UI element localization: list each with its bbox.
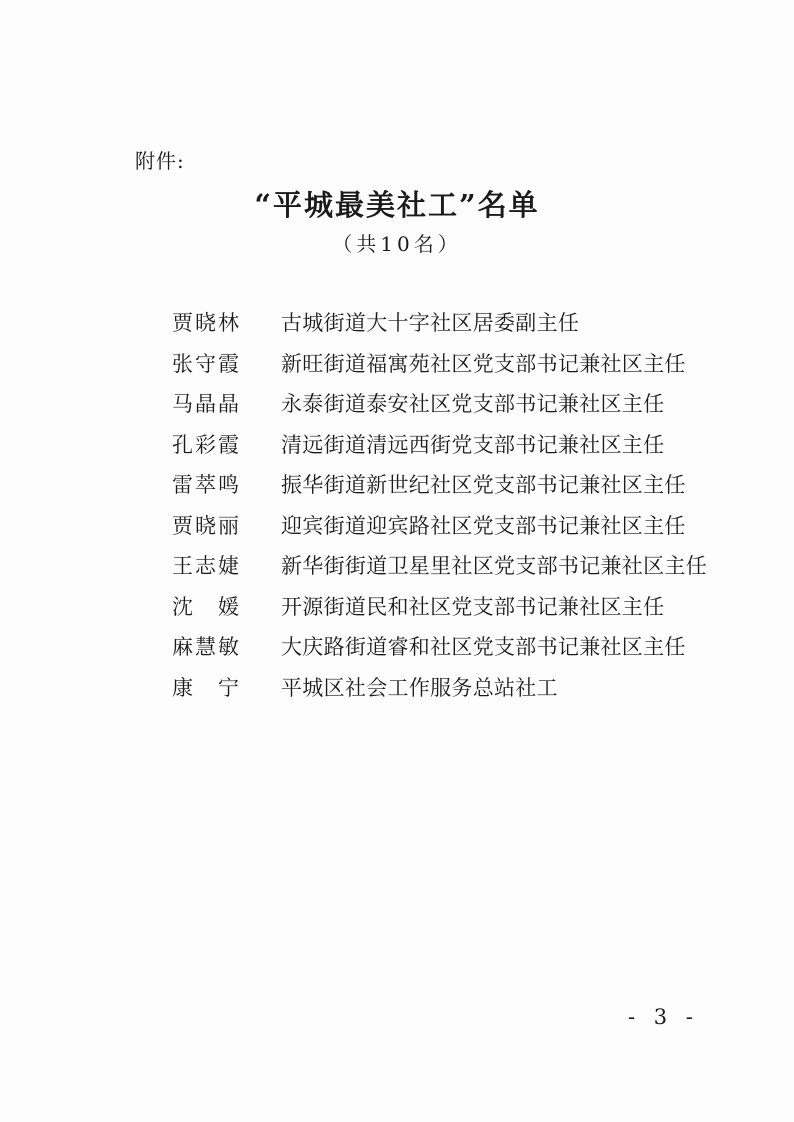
list-item [0,546,794,587]
honoree-name: 王志婕 [172,554,240,578]
honoree-list [0,303,794,708]
honoree-role: 古城街道大十字社区居委副主任 [281,311,580,335]
document-title: “平城最美社工”名单 [254,188,540,222]
list-item [0,425,794,466]
page-number: - 3 - [628,1005,699,1029]
honoree-name: 马晶晶 [172,392,240,416]
list-item [0,506,794,547]
attachment-label: 附件: [135,149,185,173]
honoree-role: 新华街街道卫星里社区党支部书记兼社区主任 [281,554,707,578]
list-item [0,303,794,344]
honoree-role: 永泰街道泰安社区党支部书记兼社区主任 [281,392,665,416]
honoree-role: 开源街道民和社区党支部书记兼社区主任 [281,594,665,619]
list-item [0,344,794,385]
honoree-name: 康宁 [172,675,240,700]
list-item [0,668,794,709]
honoree-name: 张守霞 [172,351,240,376]
honoree-name: 贾晓丽 [172,513,240,538]
honoree-name: 沈媛 [172,594,240,619]
honoree-name: 贾晓林 [172,311,240,335]
honoree-role: 平城区社会工作服务总站社工 [281,675,558,700]
honoree-name: 雷萃鸣 [172,473,240,497]
document-subtitle: （共10名） [332,232,462,256]
honoree-name: 孔彩霞 [172,432,240,457]
honoree-role: 大庆路街道睿和社区党支部书记兼社区主任 [281,635,686,659]
honoree-role: 新旺街道福寓苑社区党支部书记兼社区主任 [281,351,686,376]
list-item [0,587,794,628]
list-item [0,465,794,506]
list-item [0,384,794,425]
honoree-role: 清远街道清远西街党支部书记兼社区主任 [281,432,665,457]
honoree-role: 迎宾街道迎宾路社区党支部书记兼社区主任 [281,513,686,538]
honoree-role: 振华街道新世纪社区党支部书记兼社区主任 [281,473,686,497]
list-item [0,627,794,668]
honoree-name: 麻慧敏 [172,635,240,659]
